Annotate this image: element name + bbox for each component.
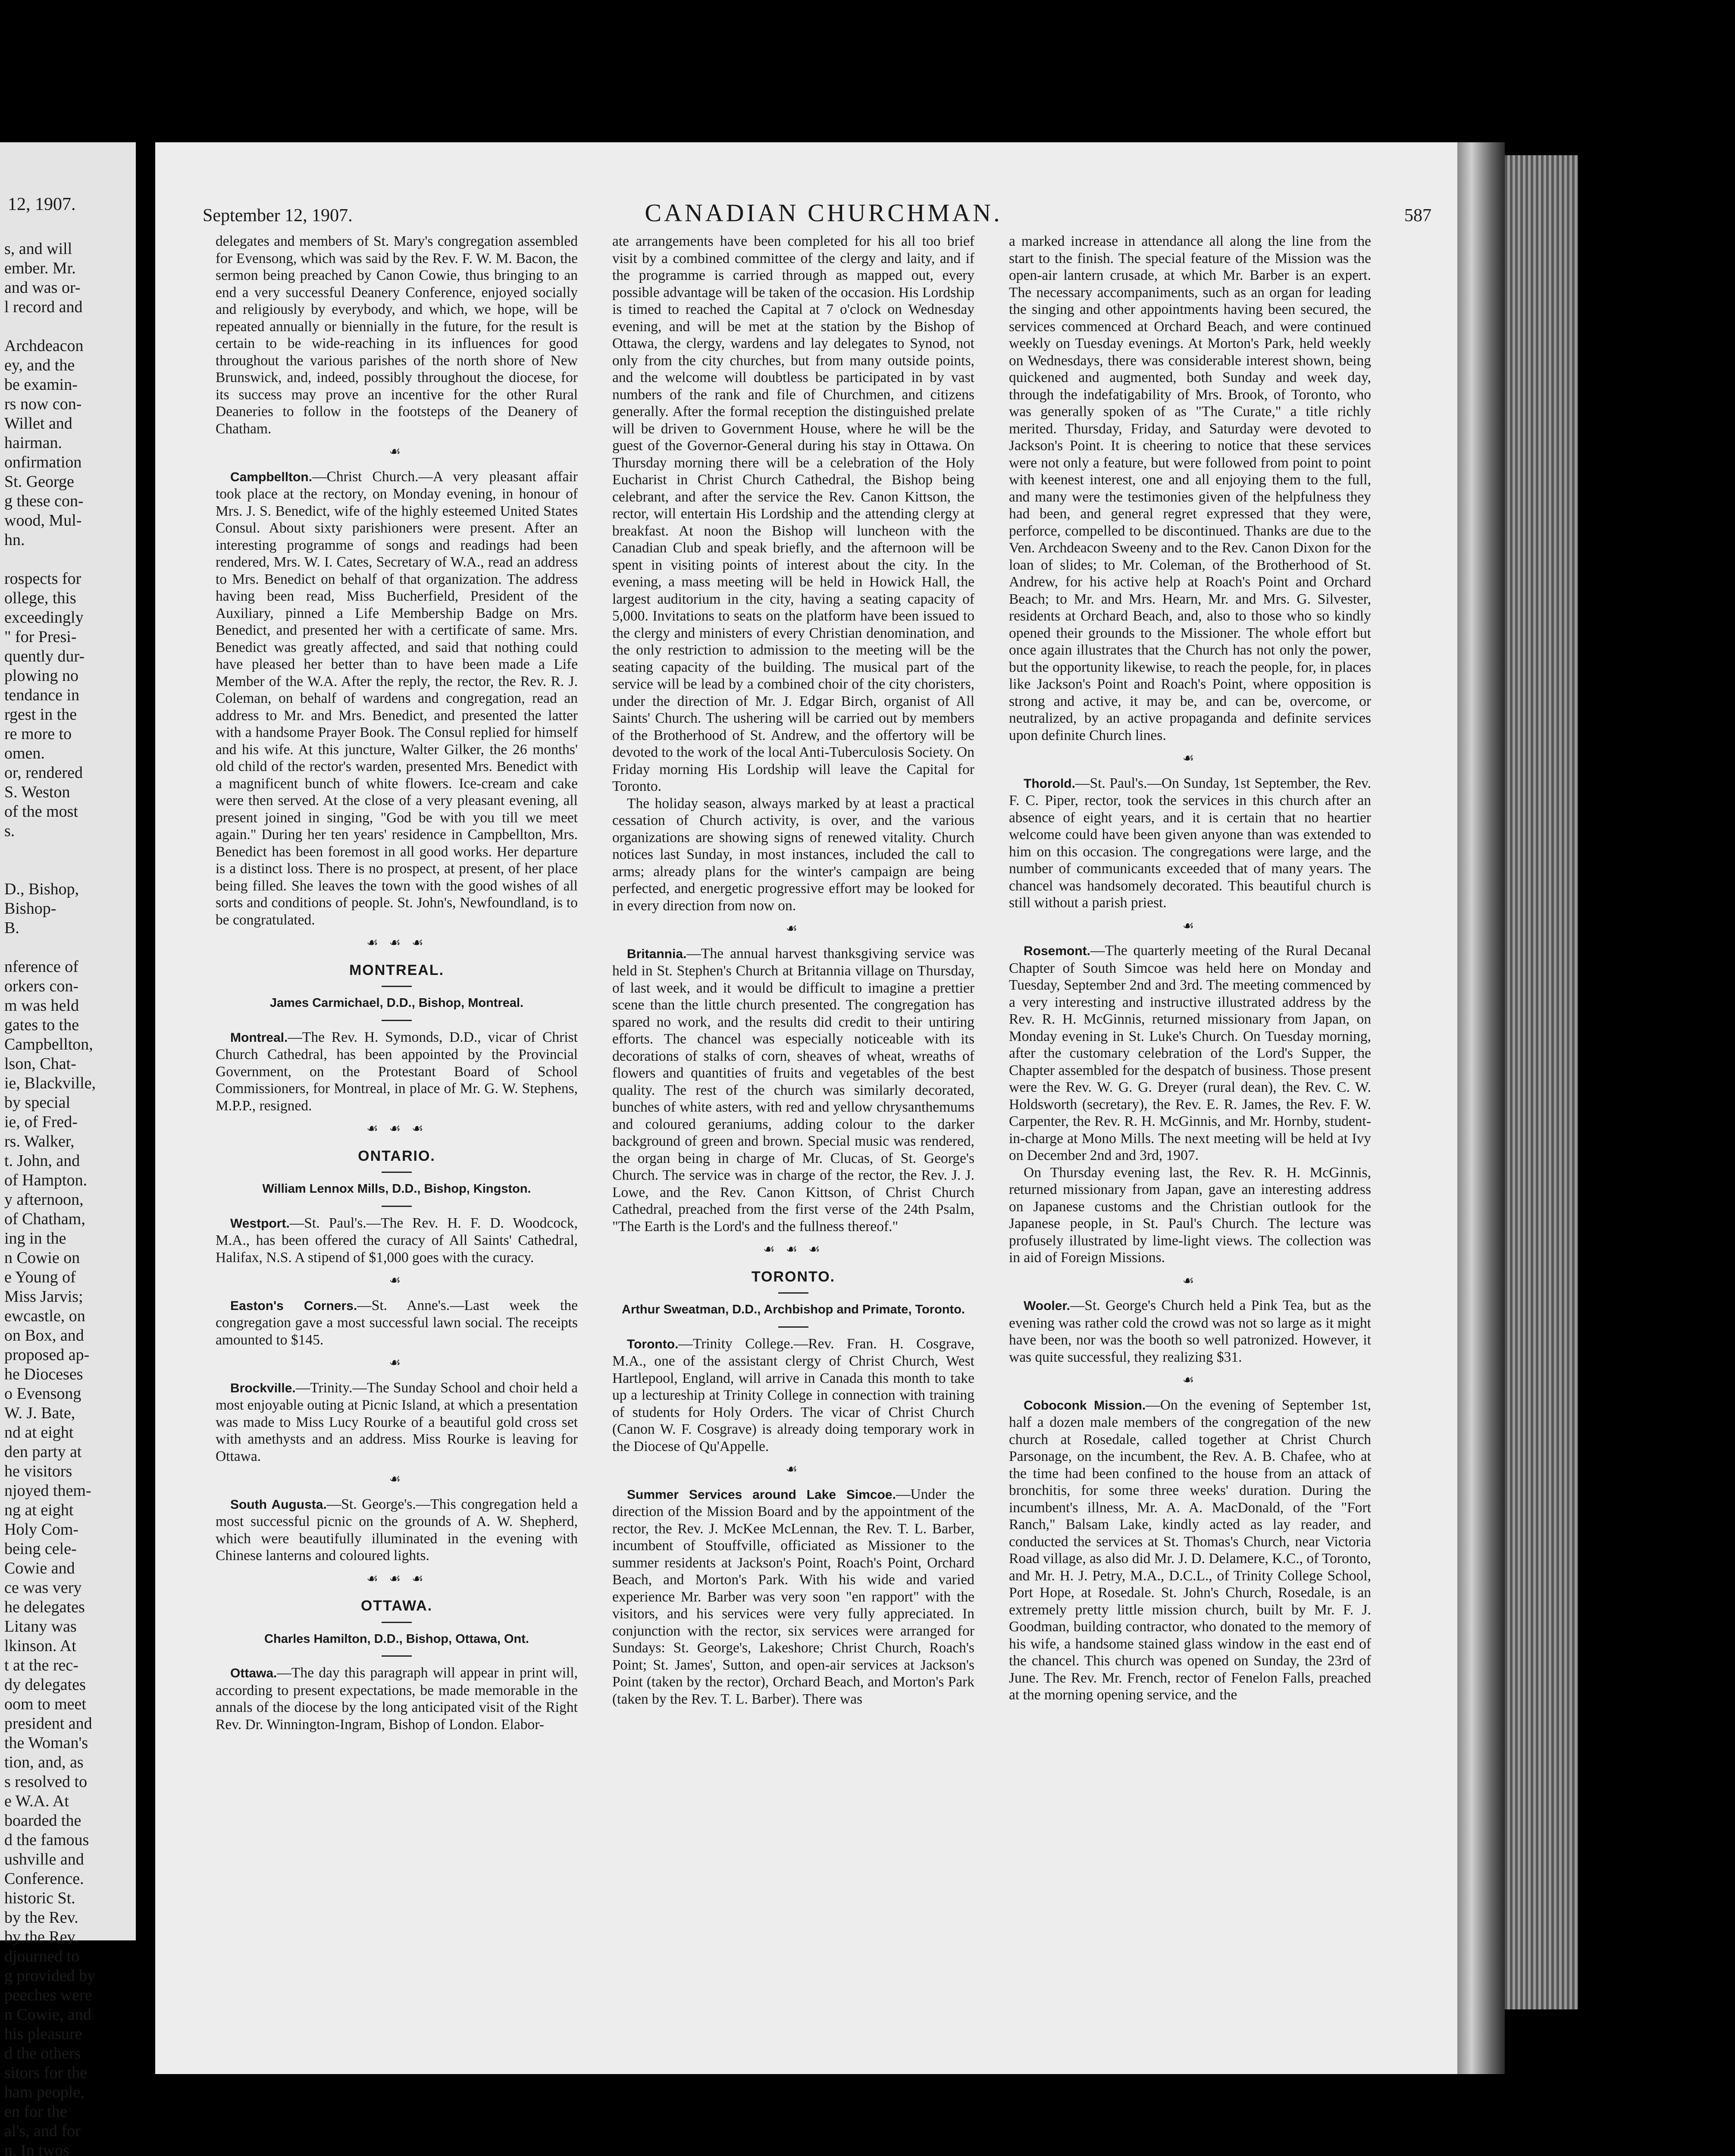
previous-page-line: dy delegates	[4, 1676, 86, 1694]
previous-page-line: his pleasure	[4, 2025, 82, 2043]
ornament: ☙	[389, 1472, 404, 1487]
article-text: —Under the direction of the Mission Board and by the appointment of the rector, the Rev. J. McKee McLennan, the Rev. T. L. Barber, incumbent of Stouffville, officiated as Missioner to the summer residents at Jackson's Point, Roach's Point, Orchard Beach, and Morton's Park. With his wide and varied experience Mr. Barber was very soon "en rapport" with the visitors, and his services were very fully appreciated. In conjunction with the rector, six services were arranged for Sundays: St. George's, Lakeshore; Christ Church, Roach's Point; St. James', Sutton, and open-air services at Jackson's Point (taken by the rector), Orchard Beach, and Morton's Park (taken by the Rev. T. L. Barber). There was	[612, 1486, 974, 1707]
previous-page-line: of Chatham,	[4, 1210, 85, 1228]
article-lead: Westport.	[230, 1216, 290, 1231]
ornament: ☙ ☙ ☙	[763, 1242, 824, 1257]
previous-page-line: Bishop-	[4, 899, 56, 918]
article-text: —Trinity.—The Sunday School and choir held a most enjoyable outing at Picnic Island, at which a presentation was made to Miss Lucy Rourke of a beautiful gold cross set with amethysts and an address. Miss Rourke is leaving for Ottawa.	[216, 1379, 578, 1464]
previous-page-line: hn.	[4, 531, 25, 549]
article-lead: Summer Services around Lake Simcoe.	[627, 1487, 896, 1502]
article-ottawa	[216, 1664, 578, 1733]
header-date: September 12, 1907.	[203, 206, 353, 226]
previous-page-line: he Dioceses	[4, 1365, 83, 1383]
ornament: ☙	[1182, 1373, 1198, 1388]
previous-page-line: rs now con-	[4, 395, 82, 413]
previous-page-line: rospects for	[4, 570, 81, 588]
paragraph: delegates and members of St. Mary's congregation assembled for Evensong, which was said by the Rev. F. W. M. Bacon, the sermon being preached by Canon Cowie, thus bringing to an end a very successful Deanery Conference, enjoyed socially and religiously by everybody, and which, we hope, will be repeated annually or biennially in the future, for the result is certain to be wide-reaching in its influences for good throughout the various parishes of the north shore of New Brunswick, and, indeed, possibly throughout the diocese, for its success may prove an incentive for the other Rural Deaneries to follow in the footsteps of the Deanery of Chatham.	[216, 233, 578, 437]
previous-page-line: quently dur-	[4, 647, 85, 665]
article-lead: Campbellton.	[230, 470, 313, 484]
divider	[382, 1020, 412, 1021]
ornament: ☙	[389, 1273, 404, 1288]
ornament: ☙	[1182, 918, 1198, 934]
column-2	[612, 233, 974, 1708]
article-coboconk	[1009, 1397, 1371, 1704]
previous-page-line: n Cowie, and	[4, 2006, 91, 2024]
previous-page-line: Conference.	[4, 1870, 84, 1888]
bishop-line: Charles Hamilton, D.D., Bishop, Ottawa, Ont.	[264, 1632, 529, 1646]
column-1	[216, 233, 578, 1733]
previous-page-lines	[4, 239, 96, 2156]
newspaper-page	[155, 142, 1457, 2074]
article-lead: Coboconk Mission.	[1024, 1398, 1146, 1413]
previous-page-line: g these con-	[4, 492, 84, 510]
article-lead: Britannia.	[627, 946, 687, 961]
previous-page-line: by the Rev.	[4, 1928, 78, 1946]
previous-page-line: ember. Mr.	[4, 259, 76, 277]
previous-page-line: of the most	[4, 802, 78, 821]
previous-page-line: exceedingly	[4, 608, 84, 627]
previous-page-line: oom to meet	[4, 1695, 86, 1713]
previous-page-line: historic St.	[4, 1889, 75, 1907]
previous-page-header: 12, 1907.	[8, 194, 76, 214]
previous-page-line: Miss Jarvis;	[4, 1288, 83, 1306]
article-wooler	[1009, 1297, 1371, 1366]
divider	[382, 1655, 412, 1657]
paragraph: The holiday season, always marked by at least a practical cessation of Church activity, is over, and the various organizations are showing signs of renewed vitality. Church notices last Sunday, in most instances, included the call to arms; already plans for the winter's campaign are being perfected, and energetic progressive effort may be looked for in every direction from now on.	[612, 795, 974, 914]
previous-page-line: al's, and for	[4, 2122, 81, 2140]
ornament: ☙ ☙ ☙	[366, 935, 427, 950]
section-heading: OTTAWA.	[360, 1598, 433, 1614]
article-text: —St. Paul's.—On Sunday, 1st September, the Rev. F. C. Piper, rector, took the services in this church after an absence of eight years, and it is certain that no heartier welcome could have been given anyone than was extended to him on this occasion. The congregations were large, and the number of communicants exceeded that of many years. The chancel was handsomely decorated. This beautiful church is still without a parish priest.	[1009, 775, 1371, 911]
article-lead: Toronto.	[627, 1337, 679, 1351]
ornament: ☙	[1182, 751, 1198, 766]
previous-page-line: t. John, and	[4, 1152, 80, 1170]
article-eastons-corners	[216, 1297, 578, 1349]
previous-page-line: or, rendered	[4, 764, 83, 782]
article-text: —St. Paul's.—The Rev. H. F. D. Woodcock, M.A., has been offered the curacy of All Saints' Cathedral, Halifax, N.S. A stipend of $1,000 goes with the curacy.	[216, 1215, 578, 1266]
article-south-augusta	[216, 1496, 578, 1564]
article-lead: South Augusta.	[230, 1497, 327, 1512]
previous-page-line: and was or-	[4, 279, 81, 297]
article-text: —Trinity College.—Rev. Fran. H. Cosgrave, M.A., one of the assistant clergy of Christ Church, West Hartlepool, England, will arrive in Canada this month to take up a lectureship at Trinity College in connection with training of students for Holy Orders. The vicar of Christ Church (Canon W. F. Cosgrave) is already doing temporary work in the Diocese of Qu'Appelle.	[612, 1335, 974, 1454]
article-lead: Thorold.	[1024, 776, 1075, 791]
previous-page-line: nference of	[4, 958, 78, 976]
previous-page-line: tendance in	[4, 686, 80, 704]
previous-page-line: s, and will	[4, 240, 72, 258]
article-lake-simcoe	[612, 1486, 974, 1708]
previous-page-line: orkers con-	[4, 977, 78, 995]
previous-page-line	[4, 938, 96, 957]
previous-page-line: re more to	[4, 725, 72, 743]
previous-page-line: d the others	[4, 2044, 81, 2062]
previous-page-line: rs. Walker,	[4, 1132, 75, 1150]
page-number: 587	[1404, 206, 1431, 226]
previous-page-line: ie, of Fred-	[4, 1113, 78, 1131]
previous-page-line: d the famous	[4, 1831, 89, 1849]
previous-page-line: ng at eight	[4, 1501, 74, 1519]
previous-page-line: wood, Mul-	[4, 511, 82, 530]
previous-page-line: ham people,	[4, 2083, 85, 2101]
previous-page-line: den party at	[4, 1443, 82, 1461]
previous-page-line: be examin-	[4, 376, 78, 394]
previous-page-line: he visitors	[4, 1462, 72, 1480]
previous-page-line: s.	[4, 822, 15, 840]
previous-page-line: he delegates	[4, 1598, 85, 1616]
section-heading: MONTREAL.	[349, 962, 445, 978]
previous-page-line: omen.	[4, 744, 45, 762]
previous-page-line: boarded the	[4, 1811, 81, 1830]
previous-page-line: onfirmation	[4, 453, 82, 471]
previous-page-line: ey, and the	[4, 356, 75, 374]
masthead-title: CANADIAN CHURCHMAN.	[645, 199, 1002, 227]
previous-page-line: Holy Com-	[4, 1520, 79, 1539]
previous-page-line	[4, 860, 96, 880]
previous-page-line: gates to the	[4, 1016, 79, 1034]
article-lead: Brockville.	[230, 1381, 296, 1395]
ornament: ☙	[1182, 1273, 1198, 1288]
article-text: —The Rev. H. Symonds, D.D., vicar of Christ Church Cathedral, has been appointed by the Provincial Government, on the Protestant Board of School Commissioners, for Montreal, in place of Mr. G. W. Stephens, M.P.P., resigned.	[216, 1029, 578, 1114]
previous-page-line: D., Bishop,	[4, 880, 79, 898]
previous-page-line: the Woman's	[4, 1734, 88, 1752]
article-montreal	[216, 1029, 578, 1115]
previous-page-line: sitors for the	[4, 2064, 88, 2082]
previous-page-line: Campbellton,	[4, 1035, 93, 1053]
previous-page-line: e Young of	[4, 1268, 76, 1286]
previous-page-line: ewcastle, on	[4, 1307, 85, 1325]
divider	[778, 1326, 808, 1328]
previous-page-line: g provided by	[4, 1967, 96, 1985]
previous-page-line: lkinson. At	[4, 1637, 76, 1655]
article-text: —St. George's Church held a Pink Tea, but as the evening was rather cold the crowd was not so large as it might have been, nor was the booth so well patronized. However, it was quite successful, they realizing $31.	[1009, 1297, 1371, 1365]
previous-page-line: by the Rev.	[4, 1908, 78, 1927]
previous-page-line: l record and	[4, 298, 83, 316]
ornament: ☙	[786, 921, 801, 936]
previous-page-line: e W.A. At	[4, 1792, 69, 1810]
previous-page-line: ushville and	[4, 1850, 84, 1868]
previous-page-line	[4, 841, 96, 860]
previous-page-line: lson, Chat-	[4, 1055, 76, 1073]
previous-page-line: on Box, and	[4, 1326, 84, 1344]
article-britannia	[612, 945, 974, 1235]
article-brockville	[216, 1379, 578, 1465]
divider	[382, 1206, 412, 1207]
previous-page-line: rgest in the	[4, 705, 77, 724]
column-3	[1009, 233, 1371, 1704]
previous-page-line: S. Weston	[4, 783, 70, 801]
article-text: —The day this paragraph will appear in print will, according to present expectations, be made memorable in the annals of the diocese by the long anticipated visit of the Right Rev. Dr. Winnington-Ingram, Bishop of London. Elabor-	[216, 1665, 578, 1733]
article-rosemont	[1009, 942, 1371, 1164]
article-lead: Easton's Corners.	[230, 1298, 357, 1313]
previous-page-line: Willet and	[4, 414, 72, 432]
paragraph: On Thursday evening last, the Rev. R. H. McGinnis, returned missionary from Japan, gave an interesting address on Japanese customs and the Christian outlook for the Japanese people, in St. Paul's Church. The lecture was profusely illustrated by lime-light views. The collection was in aid of Foreign Missions.	[1009, 1164, 1371, 1266]
article-text: —The quarterly meeting of the Rural Decanal Chapter of South Simcoe was held here on Monday and Tuesday, September 2nd and 3rd. The meeting commenced by a very interesting and instructive illustrated address by the Rev. R. H. McGinnis, returned missionary from Japan, on Monday evening in St. Luke's Church. On Tuesday morning, after the customary celebration of the Lord's Supper, the Chapter assembled for the despatch of business. Those present were the Rev. W. G. G. Dreyer (rural dean), the Rev. C. W. Holdsworth (secretary), the Rev. E. R. James, the Rev. F. W. Carpenter, the Rev. R. H. McGinnis, and Mr. Hornby, student-in-charge at Mono Mills. The next meeting will be held at Ivy on December 2nd and 3rd, 1907.	[1009, 943, 1371, 1163]
article-lead: Ottawa.	[230, 1666, 277, 1680]
divider	[382, 1622, 412, 1623]
article-text: —The annual harvest thanksgiving service was held in St. Stephen's Church at Britannia village on Thursday, of last week, and it would be difficult to imagine a prettier scene than the little church presented. The congregation has spared no work, and the results did credit to their untiring efforts. The chancel was especially noticeable with its decorations of stalks of corn, sheaves of wheat, wreaths of flowers and quantities of fruits and vegetables of the best quality. The rest of the church was similarly decorated, bunches of white asters, with red and yellow chrysanthemums and coloured geraniums, adding colour to the darker background of green and brown. Special music was rendered, the organ being in charge of Mr. Clucas, of St. George's Church. The service was in charge of the rector, the Rev. J. J. Lowe, and the Rev. Canon Kittson, of Christ Church Cathedral, preached from the first verse of the 24th Psalm, "The Earth is the Lord's and the fullness thereof."	[612, 945, 974, 1235]
page-header	[203, 198, 1444, 237]
previous-page-line: Cowie and	[4, 1559, 75, 1577]
previous-page-line: being cele-	[4, 1540, 77, 1558]
previous-page-line: nd at eight	[4, 1423, 74, 1442]
article-westport	[216, 1215, 578, 1266]
section-heading: TORONTO.	[751, 1268, 836, 1285]
previous-page-line: m was held	[4, 997, 79, 1015]
ornament: ☙	[389, 1355, 404, 1370]
divider	[382, 986, 412, 987]
previous-page-line: plowing no	[4, 667, 79, 685]
previous-page-line: ing in the	[4, 1229, 66, 1247]
previous-page-line: proposed ap-	[4, 1346, 90, 1364]
previous-page-line: ie, Blackville,	[4, 1074, 96, 1092]
bishop-line: Arthur Sweatman, D.D., Archbishop and Primate, Toronto.	[622, 1303, 965, 1316]
previous-page-line: en for the	[4, 2103, 67, 2121]
ornament: ☙	[389, 444, 404, 459]
previous-page-line: y afternoon,	[4, 1191, 84, 1209]
previous-page-line: o Evensong	[4, 1385, 81, 1403]
paragraph: ate arrangements have been completed for his all too brief visit by a combined committee of the clergy and laity, and if the programme is carried through as mapped out, every possible advantage will be taken of the occasion. His Lordship is timed to reached the Capital at 7 o'clock on Wednesday evening, and will be met at the station by the Bishop of Ottawa, the clergy, wardens and lay delegates to Synod, not only from the city churches, but from many outside points, and the welcome will doubtless be participated in by vast numbers of the rank and file of Churchmen, and citizens generally. After the formal reception the distinguished prelate will be driven to Government House, where he will be the guest of the Governor-General during his stay in Ottawa. On Thursday morning there will be a celebration of the Holy Eucharist in Christ Church Cathedral, the Bishop being celebrant, and after the service the Rev. Canon Kittson, the rector, will entertain His Lordship and the attending clergy at breakfast. At noon the Bishop will luncheon with the Canadian Club and speak briefly, and the afternoon will be spent in visiting points of interest about the city. In the evening, a mass meeting will be held in Howick Hall, the largest auditorium in the city, having a seating capacity of 5,000. Invitations to seats on the platform have been issued to the clergy and ministers of every Christian denomination, and the only restriction to admission to the meeting will be the seating capacity of the building. The musical part of the service will be lead by a combined choir of the city choristers, under the direction of Mr. J. Edgar Birch, organist of All Saints' Church. The ushering will be carried out by members of the Brotherhood of St. Andrew, and the offertory will be devoted to the work of the local Anti-Tuberculosis Society. On Friday morning His Lordship will leave the Capital for Toronto.	[612, 233, 974, 794]
previous-page-line: s resolved to	[4, 1773, 88, 1791]
previous-page-line: St. George	[4, 473, 74, 491]
article-lead: Rosemont.	[1024, 944, 1091, 958]
article-thorold	[1009, 775, 1371, 912]
previous-page-line: B.	[4, 919, 19, 937]
previous-page-line: t at the rec-	[4, 1656, 78, 1674]
article-text: —St. George's.—This congregation held a most successful picnic on the grounds of A. W. Shepherd, which were beautifully illuminated in the evening with Chinese lanterns and coloured lights.	[216, 1496, 578, 1564]
previous-page-line	[4, 550, 96, 569]
ornament: ☙ ☙ ☙	[366, 1121, 427, 1136]
previous-page-line: " for Presi-	[4, 628, 77, 646]
previous-page-line: djourned to	[4, 1947, 80, 1965]
previous-page-line	[4, 317, 96, 336]
previous-page-fragment	[0, 142, 136, 2156]
previous-page-line: Litany was	[4, 1617, 77, 1636]
previous-page-line: hairman.	[4, 434, 63, 452]
section-heading: ONTARIO.	[358, 1147, 435, 1164]
previous-page-line: president and	[4, 1714, 92, 1733]
article-lead: Wooler.	[1024, 1299, 1070, 1313]
previous-page-line: ollege, this	[4, 589, 76, 607]
article-text: —Christ Church.—A very pleasant affair took place at the rectory, on Monday evening, in honour of Mrs. J. S. Benedict, wife of the highly esteemed United States Consul. About sixty parishioners were present. After an interesting programme of songs and readings had been rendered, Mrs. W. I. Cates, Secretary of W.A., read an address to Mrs. Benedict on behalf of that organization. The address having been read, Miss Bucherfield, President of the Auxiliary, pinned a Life Membership Badge on Mrs. Benedict, and presented her with a certificate of same. Mrs. Benedict was greatly affected, and said that nothing could have pleased her better than to have been made a Life Member of the W.A. After the reply, the rector, the Rev. R. J. Coleman, on behalf of wardens and congregation, read an address to Mr. and Mrs. Benedict, and presented the latter with a handsome Prayer Book. The Consul replied for himself and his wife. At this juncture, Walter Gilker, the 26 months' old child of the rector's warden, presented Mrs. Benedict with a magnificent bunch of white flowers. Ice-cream and cake were then served. At the close of a very pleasant evening, all present joined in singing, "God be with you till we meet again." During her ten years' residence in Campbellton, Mrs. Benedict has been foremost in all good works. Her departure is a distinct loss. There is no prospect, at present, of her place being filled. She leaves the town with the good wishes of all sorts and conditions of people. St. John's, Newfoundland, is to be congratulated.	[216, 468, 578, 928]
paragraph: a marked increase in attendance all along the line from the start to the finish. The special feature of the Mission was the open-air lantern crusade, at which Mr. Barber is an expert. The necessary accompaniments, such as an organ for leading the singing and other appointments having been secured, the services commenced at Orchard Beach, and were continued weekly on Tuesday evenings. At Morton's Park, held weekly on Wednesdays, there was considerable interest shown, being quickened and augmented, both Sunday and week day, through the indefatigability of Mrs. Brook, of Toronto, who was generally spoken of as "The Curate," a title richly merited. Thursday, Friday, and Saturday were devoted to Jackson's Point. It is cheering to notice that these services were not only a feature, but were followed from point to point with keenest interest, one and all enjoying them to the full, and many were the testimonies given of the helpfulness they had been, and general regret expressed that they were, perforce, compelled to be discontinued. Thanks are due to the Ven. Archdeacon Sweeny and to the Rev. Canon Dixon for the loan of slides; to Mr. Coleman, of the Brotherhood of St. Andrew, for his active help at Roach's Point and Orchard Beach; to Mr. and Mrs. Hearn, Mr. and Mrs. G. Silvester, residents at Orchard Beach, and, also to those who so kindly opened their grounds to the Missioner. The whole effort but once again illustrates that the Church has not only the power, but the opportunity likewise, to reach the people, for, in places like Jackson's Point and Roach's Point, where opposition is strong and active, it may be, and can be, overcome, or neutralized, by an active propaganda and definite services upon definite Church lines.	[1009, 233, 1371, 743]
previous-page-line: of Hampton.	[4, 1171, 88, 1189]
previous-page-line: Archdeacon	[4, 337, 84, 355]
divider	[778, 1292, 808, 1294]
article-toronto	[612, 1335, 974, 1455]
divider	[382, 1172, 412, 1173]
article-text: —On the evening of September 1st, half a dozen male members of the congregation of the new church at Rosedale, called together at Christ Church Parsonage, on the incumbent, the Rev. A. B. Chafee, who at the time had been confined to the house from an attack of bronchitis, for some three weeks' duration. During the incumbent's illness, Mr. A. A. MacDonald, of the "Fort Ranch," Balsam Lake, kindly acted as lay reader, and conducted the services at St. Thomas's Church, near Victoria Road village, as also did Mr. J. D. Delamere, K.C., of Toronto, and Mr. H. J. Petry, M.A., D.C.L., of Trinity College School, Port Hope, at Rosedale. St. John's Church, Rosedale, is an extremely pretty little mission church, built by Mr. F. J. Goodman, building contractor, who donated to the memory of his wife, a handsome stained glass window in the east end of the chancel. This church was opened on Sunday, the 23rd of June. The Rev. Mr. French, rector of Fenelon Falls, preached at the morning opening service, and the	[1009, 1397, 1371, 1703]
previous-page-line: by special	[4, 1094, 71, 1112]
article-text: —St. Anne's.—Last week the congregation gave a most successful lawn social. The receipts amounted to $145.	[216, 1297, 578, 1348]
previous-page-line: n Cowie on	[4, 1249, 80, 1267]
page-stack-edge	[1505, 155, 1578, 2009]
previous-page-line: njoyed them-	[4, 1482, 91, 1500]
previous-page-line: ce was very	[4, 1579, 82, 1597]
book-spine-edge	[1457, 142, 1505, 2074]
ornament: ☙	[786, 1462, 801, 1477]
previous-page-line: W. J. Bate,	[4, 1404, 75, 1422]
previous-page-line: peeches were	[4, 1986, 92, 2004]
previous-page-line: n. In twos	[4, 2141, 69, 2156]
ornament: ☙ ☙ ☙	[366, 1571, 427, 1586]
bishop-line: William Lennox Mills, D.D., Bishop, Kingston.	[262, 1182, 531, 1196]
bishop-line: James Carmichael, D.D., Bishop, Montreal.	[269, 996, 524, 1010]
article-lead: Montreal.	[230, 1030, 288, 1045]
article-campbellton	[216, 468, 578, 929]
previous-page-line: tion, and, as	[4, 1753, 84, 1771]
